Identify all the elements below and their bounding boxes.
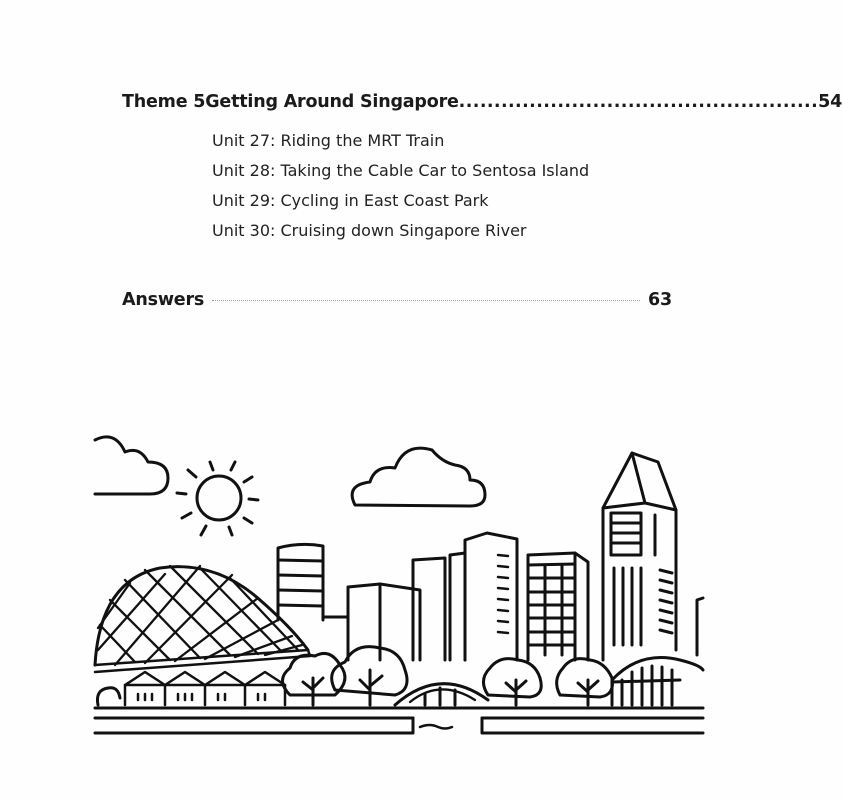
riverbank	[95, 708, 703, 733]
tree-icon	[283, 653, 345, 705]
dotted-leader-line	[212, 299, 640, 301]
toc-theme-entry[interactable]	[122, 92, 842, 118]
building	[323, 617, 348, 630]
unit-item[interactable]: Unit 29: Cycling in East Coast Park	[212, 191, 489, 210]
unit-item[interactable]: Unit 27: Riding the MRT Train	[212, 131, 445, 150]
cloud-icon	[352, 448, 485, 506]
building	[450, 553, 465, 660]
theme-title: Getting Around Singapore	[205, 92, 459, 112]
unit-item[interactable]: Unit 30: Cruising down Singapore River	[212, 221, 527, 240]
answers-page-number: 63	[648, 290, 672, 310]
tree-icon	[557, 659, 613, 705]
theme-page-number: 54	[818, 92, 842, 112]
building	[603, 453, 676, 660]
arch-building	[612, 658, 703, 706]
building	[465, 533, 517, 660]
unit-item[interactable]: Unit 28: Taking the Cable Car to Sentosa Island	[212, 161, 590, 180]
skyline-illustration	[0, 420, 800, 740]
dot-leader: ...................................................	[458, 92, 819, 112]
building	[697, 598, 703, 655]
tree-icon	[332, 647, 407, 705]
building	[528, 553, 588, 660]
sun-icon	[177, 462, 258, 535]
building	[278, 544, 323, 620]
bridge-icon	[395, 684, 488, 705]
tree-icon	[483, 659, 541, 705]
theme-number: Theme 5	[122, 92, 206, 112]
answers-label: Answers	[122, 290, 205, 310]
cloud-icon	[95, 437, 168, 494]
water-ripple	[420, 725, 452, 729]
shophouses	[125, 672, 285, 705]
unit-list	[212, 128, 589, 248]
toc-answers-entry[interactable]	[122, 290, 672, 310]
tree-icon	[97, 688, 120, 705]
building	[413, 558, 445, 660]
